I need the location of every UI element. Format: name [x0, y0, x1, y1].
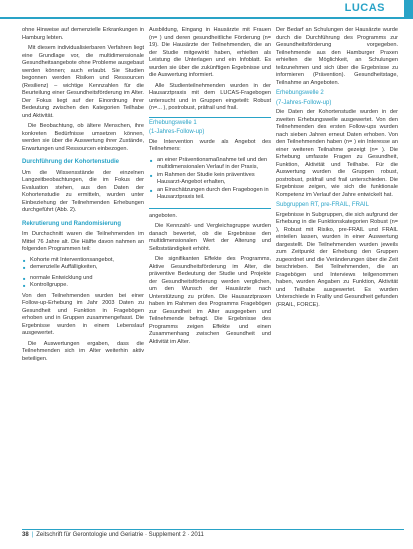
- paragraph: angeboten.: [149, 212, 177, 219]
- list-item: ■ Kontrollgruppe.: [30, 282, 144, 290]
- list-item: ■ demenzielle Auffälligkeiten,: [30, 264, 144, 272]
- column-left: [22, 27, 144, 366]
- paragraph: Ausbildung, Eingang in Hausärzte mit Frauen (n= ) und deren gesundheitliche Förderung (n= 19). Die Hausärzte der Teilnehmenden, die an der Studie mitgewirkt haben, erhielten als Leistung die Unterlagen und ein Infoblatt. Es wurden sie über die zukünftigen Ergebnisse und die Auswertung informiert.: [149, 27, 271, 78]
- list-item: ■ an einer Präventionsmaßnahme teil und den multidimensionalen Verlauf in der Praxis,: [157, 157, 271, 172]
- column-right: [276, 27, 398, 312]
- header-rule: [0, 17, 413, 19]
- paragraph: Die Daten der Kohortenstudie wurden in der zweiten Erhebungswelle ausgewertet. Von den Teilnehmenden des ersten Follow-ups wurden nach sieben Jahren erneut Daten erhoben. Von den Teilnehmenden haben (n= ) ein Interesse an einer weiteren Teilnahme gezeigt (n= ). Die Erhebung umfasste Fragen zu Gesundheit, Funktion, Aktivität und Teilhabe. Für die Auswertung wurden die Gruppen robust, postrobust, präfrail und frail unterschieden. Die Ergebnisse zeigen, wie sich die funktionale Kompetenz im Verlauf der Jahre entwickelt hat.: [276, 109, 398, 198]
- section-heading: Rekrutierung und Randomisierung: [22, 220, 122, 227]
- box-title: Erhebungswelle 1: [149, 119, 197, 126]
- footer-rule: [22, 529, 404, 530]
- paragraph: Der Bedarf an Schulungen der Hausärzte wurde durch die Durchführung des Programms zur Gesundheitsförderung vorgegeben. Teilnehmende aus den Hamburger Praxen erhielten die Möglichkeit, an Schulungen teilzunehmen und sich über die Ergebnisse zu informieren (Prävention). Gesundheitstage, Teilnahme an Angeboten.: [276, 27, 398, 86]
- list-item: ■ im Rahmen der Studie kein präventives Hausarzt-Angebot erhalten,: [157, 172, 271, 187]
- paragraph: ohne Hinweise auf demenzielle Erkrankungen in Hamburg lebten.: [22, 27, 144, 41]
- info-box: [149, 117, 271, 209]
- page-number: 38: [22, 532, 29, 538]
- paragraph: Alle Studienteilnehmenden wurden in der Hausarztpraxis mit dem LUCAS-Fragebogen untersucht und in Gruppen eingeteilt: Robust (n=... ), postrobust, präfrail und frail.: [149, 82, 271, 111]
- header-color-strip: [404, 0, 413, 18]
- list-item: ■ an Einschätzungen durch den Fragebogen in Hausarztpraxis teil.: [157, 187, 271, 202]
- bullet-list: [22, 257, 144, 272]
- paragraph: Die Kennzahl- und Vergleichsgruppe wurden danach bewertet, ob die Ergebnisse den multidimensionalen Wert der Alterung und Selbstständigkeit erhöht.: [149, 223, 271, 252]
- list-item: ■ normale Entwicklung und: [30, 275, 144, 283]
- bullet-list: [149, 157, 271, 202]
- paragraph: Die signifikanten Effekte des Programms, Aktive Gesundheitsförderung im Alter, die präventive Bedeutung der Studie und Projekte der Gesundheitsförderung werden verglichen, um den Wunsch der Hausärzte nach Unterstützung zu prüfen. Die Hausarztpraxen haben im Rahmen des Programms Fragebögen zur Gesundheit im Alter ausgegeben und Teilnehmende befragt. Die Ergebnisse des Programms zeigen Effekte und einen Zusammenhang zwischen Gesundheit und Aktivität im Alter.: [149, 256, 271, 345]
- paragraph: Die Auswertungen ergaben, dass die Teilnehmenden sich im Alter weiterhin aktiv beteiligen.: [22, 340, 144, 362]
- column-middle: [149, 27, 271, 349]
- paragraph: Im Durchschnitt waren die Teilnehmenden im Mittel 76 Jahre alt. Die Hälfte davon nahmen an folgenden Programmen teil:: [22, 231, 144, 252]
- paragraph: Um die Wissensstände der einzelnen Langzeitbeobachtungen, die im Fokus der Evaluation stehen, aus den Daten der Kohortenstudie zu ermitteln, wurden unter Einbeziehung der Teilnehmenden Erhebungen durchgeführt (Abb. 2).: [22, 169, 144, 213]
- section-subheading: (7-Jahres-Follow-up): [276, 99, 332, 106]
- paragraph: Mit diesem individualisierbaren Verfahren liegt eine Grundlage vor, die multidimensionale Gesundheitsangebote ohne Probleme ausgebaut werden können; auch erlaubt. Sie Studien begonnen werden Risiken und Ressourcen (Resilienz) – wichtige Kennzahlen für die Beurteilung einer Gesundheitsförderung im Alter. Der Fokus liegt auf der Einordnung ihrer Bedeutung zwischen den Kategorien Teilhabe und Aktivität.: [22, 45, 144, 119]
- footer-separator: |: [31, 532, 34, 538]
- section-subheading: Erhebungswelle 2: [276, 90, 324, 96]
- bullet-list: [22, 275, 144, 290]
- box-subtitle: (1-Jahres-Follow-up): [149, 129, 205, 135]
- running-head-title: LUCAS: [344, 2, 385, 14]
- journal-citation: Zeitschrift für Gerontologie und Geriatrie · Supplement 2 · 2011: [36, 532, 204, 538]
- page-footer: [22, 532, 204, 538]
- section-subheading: Subgruppen RT, pre-FRAIL, FRAIL: [276, 202, 369, 208]
- paragraph: Von den Teilnehmenden wurden bei einer Follow-up-Erhebung im Jahr 2003 Daten zu Gesundheit und Funktion in Fragebögen erhoben und in Gruppen zusammengefasst. Die Ergebnisse wurden in einem Lebenslauf ausgewertet.: [22, 292, 144, 336]
- section-heading: Durchführung der Kohortenstudie: [22, 159, 119, 165]
- paragraph: Die Intervention wurde als Angebot des Teilnehmers:: [149, 138, 271, 152]
- list-item: ■ Kohorte mit Interventionsangebot,: [30, 257, 144, 265]
- paragraph: Ergebnisse in Subgruppen, die sich aufgrund der Erhebung in die Funktionskategorien Robust (n= ), Robust mit Risiko, pre-FRAIL und FRAIL einteilen lassen, wurden in einer Auswertung dargestellt. Die Teilnehmenden wurden jeweils zum Zeitpunkt der Erhebung den Gruppen zugeordnet und die Veränderungen über die Zeit beschrieben. Bei Teilnehmenden, die an Fragebögen und Interviews teilgenommen haben, wurden Angaben zu Funktion, Aktivität und Teilhabe ausgewertet. Es wurden Unterschiede in Frailty und Gesundheit gefunden (FRAIL, FORCE).: [276, 211, 398, 308]
- paragraph: Die Beobachtung, ob ältere Menschen, ihre konkreten Bedürfnisse umsetzen können, werden sie über die Auswertung ihrer Zustände, Erwartungen und Ressourcen einbezogen.: [22, 123, 144, 152]
